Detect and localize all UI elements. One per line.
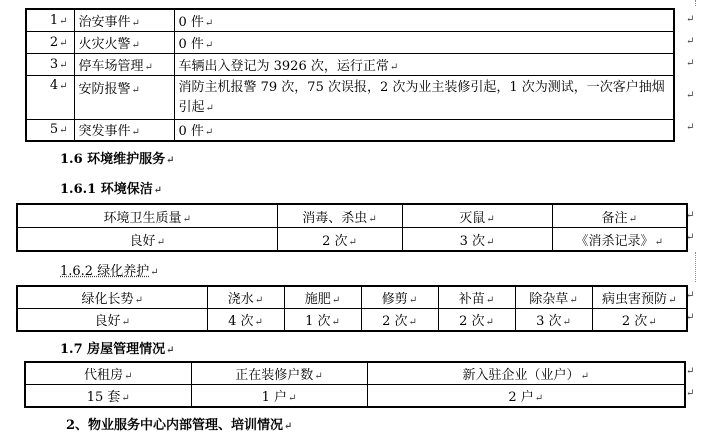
value-cell: 2 次↵	[361, 309, 438, 332]
heading-housing: 1.7 房屋管理情况↵	[60, 342, 175, 357]
row-number: 2↵	[26, 31, 74, 53]
value-cell: 2 次↵	[438, 309, 515, 332]
table-row	[26, 31, 674, 53]
value-cell: 15 套↵	[25, 385, 191, 408]
row-end-mark: ↵	[686, 90, 695, 101]
header-cell: 修剪↵	[361, 286, 438, 309]
incident-type: 停车场管理↵	[74, 53, 174, 75]
value-cell: 《消杀记录》↵	[552, 228, 687, 252]
heading-greening: 1.6.2 绿化养护↵	[60, 264, 159, 279]
row-end-mark: ↵	[686, 36, 695, 47]
heading-cleaning: 1.6.1 环境保洁↵	[60, 182, 163, 197]
table-row	[26, 75, 674, 119]
value-cell: 2 次↵	[277, 228, 402, 252]
row-end-mark: ↵	[686, 366, 695, 377]
header-cell: 绿化长势↵	[17, 286, 207, 309]
row-end-mark: ↵	[686, 388, 695, 399]
row-end-mark: ↵	[686, 122, 695, 133]
table-row	[26, 53, 674, 75]
incident-detail: 0 件↵	[174, 119, 674, 141]
incident-table	[25, 8, 675, 142]
row-end-mark: ↵	[686, 14, 695, 25]
header-cell: 环境卫生质量↵	[17, 204, 277, 228]
value-cell: 2 户↵	[367, 385, 685, 408]
header-cell: 补苗↵	[438, 286, 515, 309]
header-cell: 消毒、杀虫↵	[277, 204, 402, 228]
incident-detail: 车辆出入登记为 3926 次，运行正常↵	[174, 53, 674, 75]
header-cell: 备注↵	[552, 204, 687, 228]
cleaning-table	[16, 203, 688, 252]
row-number: 4↵	[26, 75, 74, 119]
table-row	[17, 228, 687, 252]
value-cell: 1 户↵	[191, 385, 367, 408]
value-cell: 4 次↵	[207, 309, 284, 332]
header-cell: 正在装修户数↵	[191, 362, 367, 385]
value-cell: 良好↵	[17, 309, 207, 332]
header-cell: 代租房↵	[25, 362, 191, 385]
housing-table	[24, 361, 686, 408]
header-cell: 施肥↵	[284, 286, 361, 309]
value-cell: 2 次↵	[592, 309, 687, 332]
margin-guide	[695, 252, 696, 282]
table-row	[17, 309, 687, 332]
row-end-mark: ↵	[686, 290, 695, 301]
value-cell: 良好↵	[17, 228, 277, 252]
value-cell: 1 次↵	[284, 309, 361, 332]
header-cell: 浇水↵	[207, 286, 284, 309]
margin-guide	[695, 0, 696, 6]
table-row	[17, 204, 687, 228]
heading-environment: 1.6 环境维护服务↵	[60, 152, 175, 167]
row-end-mark: ↵	[686, 232, 695, 243]
table-row	[26, 9, 674, 31]
value-cell: 3 次↵	[515, 309, 592, 332]
incident-type: 火灾火警↵	[74, 31, 174, 53]
incident-detail: 0 件↵	[174, 31, 674, 53]
header-cell: 病虫害预防↵	[592, 286, 687, 309]
table-row	[25, 362, 685, 385]
row-end-mark: ↵	[686, 58, 695, 69]
value-cell: 3 次↵	[402, 228, 552, 252]
header-cell: 灭鼠↵	[402, 204, 552, 228]
table-row	[26, 119, 674, 141]
row-end-mark: ↵	[686, 210, 695, 221]
header-cell: 新入驻企业（业户）↵	[367, 362, 685, 385]
row-number: 3↵	[26, 53, 74, 75]
row-end-mark: ↵	[686, 312, 695, 323]
incident-type: 治安事件↵	[74, 9, 174, 31]
incident-detail: 消防主机报警 79 次，75 次误报，2 次为业主装修引起，1 次为测试，一次客户抽烟引起↵	[174, 75, 674, 119]
incident-type: 突发事件↵	[74, 119, 174, 141]
row-number: 1↵	[26, 9, 74, 31]
table-row	[17, 286, 687, 309]
table-row	[25, 385, 685, 408]
header-cell: 除杂草↵	[515, 286, 592, 309]
heading-internal-management: 2、物业服务中心内部管理、培训情况↵	[66, 418, 293, 433]
greening-table	[16, 285, 688, 332]
row-number: 5↵	[26, 119, 74, 141]
incident-type: 安防报警↵	[74, 75, 174, 119]
incident-detail: 0 件↵	[174, 9, 674, 31]
